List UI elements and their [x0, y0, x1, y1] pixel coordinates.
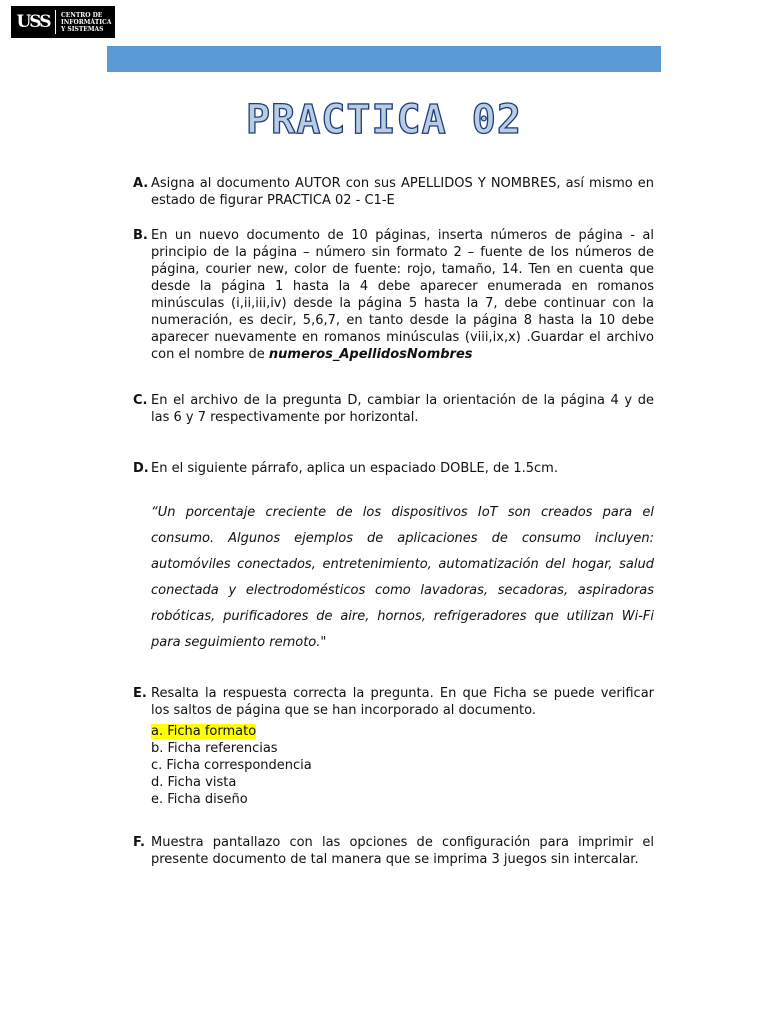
question-text: En el archivo de la pregunta D, cambiar la orientación de la página 4 y de las 6 y 7 respectivamente por horizontal. — [151, 393, 654, 425]
option-item: c. Ficha correspondencia — [151, 758, 312, 773]
option-item: e. Ficha diseño — [151, 792, 248, 807]
logo-line: INFORMÁTICA — [61, 18, 112, 26]
question-text: Muestra pantallazo con las opciones de configuración para imprimir el presente documento de tal manera que se imprima 3 juegos sin intercalar. — [151, 835, 654, 867]
question-text: Asigna al documento AUTOR con sus APELLIDOS Y NOMBRES, así mismo en estado de figurar PRACTICA 02 - C1-E — [151, 176, 654, 208]
question-label: B. — [133, 228, 148, 243]
page-title: PRACTICA 02 — [246, 97, 522, 143]
question-label: E. — [133, 686, 147, 701]
logo-line: Y SISTEMAS — [61, 25, 104, 33]
question-label: A. — [133, 176, 149, 191]
question-d — [133, 460, 654, 477]
highlighted-option: a. Ficha formato — [151, 724, 257, 739]
logo-line: CENTRO DE — [61, 11, 103, 19]
option-item: d. Ficha vista — [151, 775, 237, 790]
header-band — [107, 46, 661, 72]
question-b — [133, 227, 654, 363]
question-a — [133, 175, 654, 209]
logo-text — [61, 12, 111, 33]
option-item: b. Ficha referencias — [151, 741, 278, 756]
logo-mark: USS — [15, 10, 56, 34]
question-label: F. — [133, 835, 145, 850]
question-label: D. — [133, 461, 149, 476]
question-body: En un nuevo documento de 10 páginas, inserta números de página - al principio de la página – número sin formato 2 – fuente de los números de página, courier new, color de fuente: rojo, tamaño, 14. Ten en cuenta que desde la página 1 hasta la 4 debe aparecer enumerada en romanos minúsculas (i,ii,iii,iv) desde la página 5 hasta la 7, debe continuar con la numeración, es decir, 5,6,7, en tanto desde la página 8 hasta la 10 debe aparecer nuevamente en romanos minúsculas (viii,ix,x) .Guardar el archivo con el nombre de — [151, 228, 654, 362]
question-label: C. — [133, 393, 148, 408]
question-f — [133, 834, 654, 868]
option-item — [151, 723, 654, 740]
answer-options — [151, 723, 654, 808]
question-text — [151, 227, 654, 363]
question-c — [133, 392, 654, 426]
question-text: En el siguiente párrafo, aplica un espaciado DOBLE, de 1.5cm. — [151, 461, 558, 476]
quoted-paragraph: “Un porcentaje creciente de los dispositivos IoT son creados para el consumo. Algunos ejemplos de aplicaciones de consumo incluyen: automóviles conectados, entretenimiento, automatización del hogar, salud conectada y electrodomésticos como lavadoras, secadoras, aspiradoras robóticas, purificadores de aire, hornos, refrigeradores que utilizan Wi-Fi para seguimiento remoto." — [151, 505, 654, 650]
question-text: Resalta la respuesta correcta la pregunta. En que Ficha se puede verificar los saltos de página que se han incorporado al documento. — [151, 686, 654, 718]
institution-logo — [11, 6, 115, 38]
filename-text: numeros_ApellidosNombres — [268, 347, 473, 362]
question-e — [133, 685, 654, 808]
